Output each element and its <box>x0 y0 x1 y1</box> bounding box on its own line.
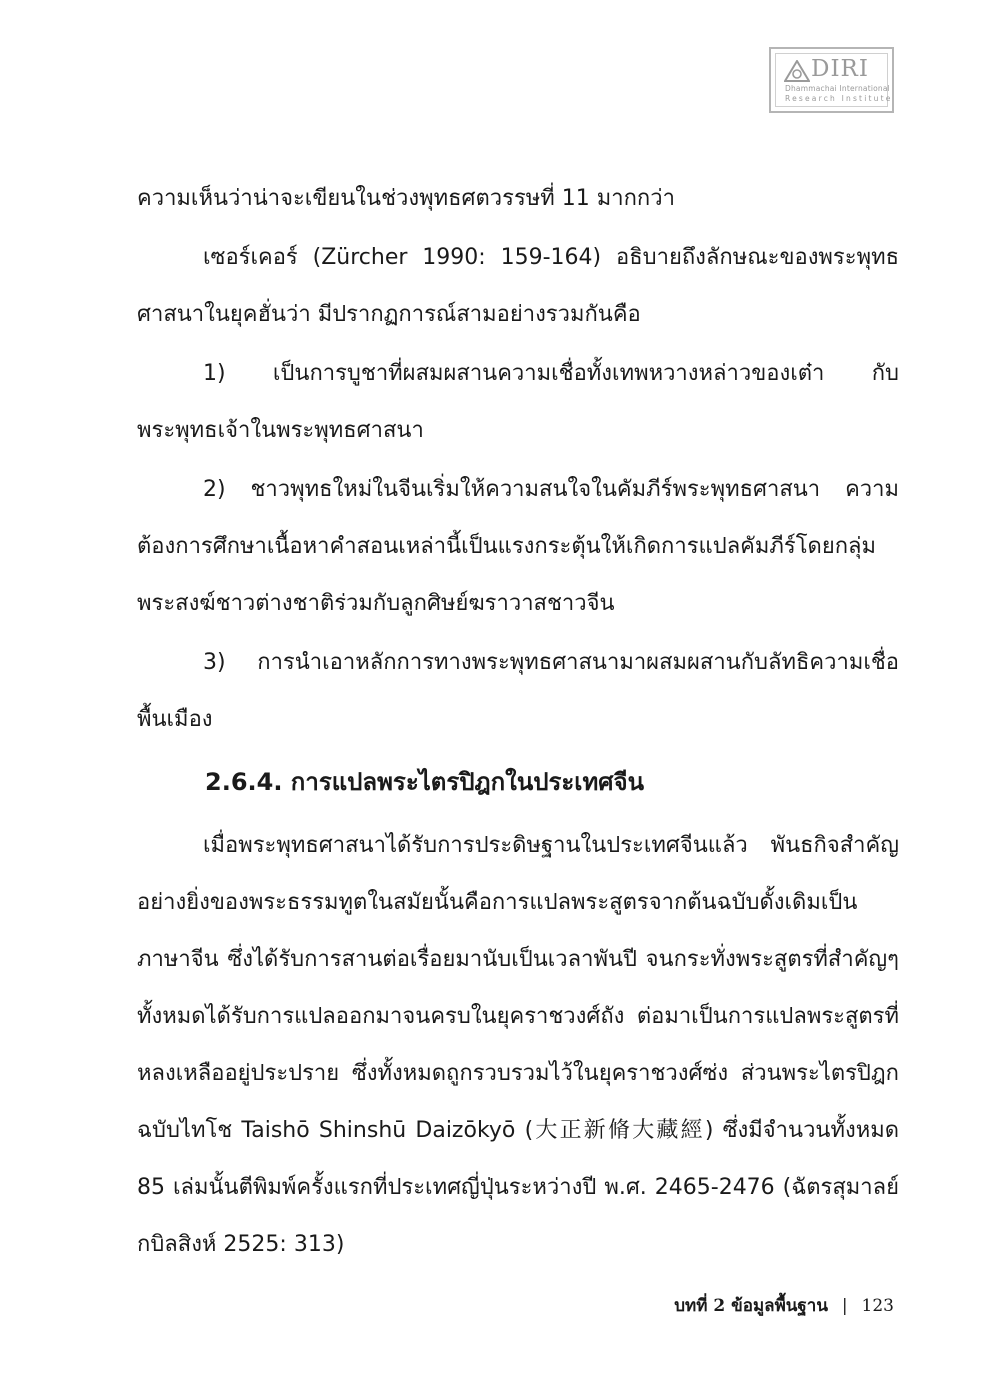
page-content <box>137 170 899 1273</box>
paragraph-point-2: 2) ชาวพุทธใหม่ในจีนเริ่มให้ความสนใจในคัมภีร์พระพุทธศาสนา ความต้องการศึกษาเนื้อหาคำสอนเหล่านี้เป็นแรงกระตุ้นให้เกิดการแปลคัมภีร์โดยกลุ่มพระสงฆ์ชาวต่างชาติร่วมกับลูกศิษย์ฆราวาสชาวจีน <box>137 477 899 616</box>
paragraph-continuation: ความเห็นว่าน่าจะเขียนในช่วงพุทธศตวรรษที่ 11 มากกว่า <box>137 186 675 211</box>
logo-subtitle-line2: Research Institute <box>785 94 893 103</box>
paragraph-point-3: 3) การนำเอาหลักการทางพระพุทธศาสนามาผสมผสานกับลัทธิความเชื่อพื้นเมือง <box>137 650 899 732</box>
paragraph-point-1: 1) เป็นการบูชาที่ผสมผสานความเชื่อทั้งเทพหวางหล่าวของเต๋า กับพระพุทธเจ้าในพระพุทธศาสนา <box>137 361 899 443</box>
paragraph-zurcher: เซอร์เคอร์ (Zürcher 1990: 159-164) อธิบายถึงลักษณะของพระพุทธศาสนาในยุคฮั่นว่า มีปรากฏการณ์สามอย่างรวมกันคือ <box>137 245 899 327</box>
footer-chapter: บทที่ 2 ข้อมูลพื้นฐาน <box>674 1296 828 1316</box>
diri-logo <box>769 47 894 113</box>
logo-subtitle-line1: Dhammachai International <box>785 84 890 93</box>
page-number: 123 <box>861 1296 894 1316</box>
logo-name: DIRI <box>811 56 869 82</box>
footer-separator: | <box>841 1296 848 1316</box>
section-heading: 2.6.4. การแปลพระไตรปิฎกในประเทศจีน <box>205 768 645 796</box>
page-footer <box>674 1292 894 1319</box>
triangle-emblem-icon <box>784 60 810 82</box>
paragraph-translation: เมื่อพระพุทธศาสนาได้รับการประดิษฐานในประเทศจีนแล้ว พันธกิจสำคัญอย่างยิ่งของพระธรรมทูตในสมัยนั้นคือการแปลพระสูตรจากต้นฉบับดั้งเดิมเป็นภาษาจีน ซึ่งได้รับการสานต่อเรื่อยมานับเป็นเวลาพันปี จนกระทั่งพระสูตรที่สำคัญๆ ทั้งหมดได้รับการแปลออกมาจนครบในยุคราชวงศ์ถัง ต่อมาเป็นการแปลพระสูตรที่หลงเหลืออยู่ประปราย ซึ่งทั้งหมดถูกรวบรวมไว้ในยุคราชวงศ์ซ่ง ส่วนพระไตรปิฎกฉบับไทโช Taishō Shinshū Daizōkyō (大正新脩大藏經) ซึ่งมีจำนวนทั้งหมด 85 เล่มนั้นตีพิมพ์ครั้งแรกที่ประเทศญี่ปุ่นระหว่างปี พ.ศ. 2465-2476 (ฉัตรสุมาลย์ กบิลสิงห์ 2525: 313) <box>137 833 899 1257</box>
